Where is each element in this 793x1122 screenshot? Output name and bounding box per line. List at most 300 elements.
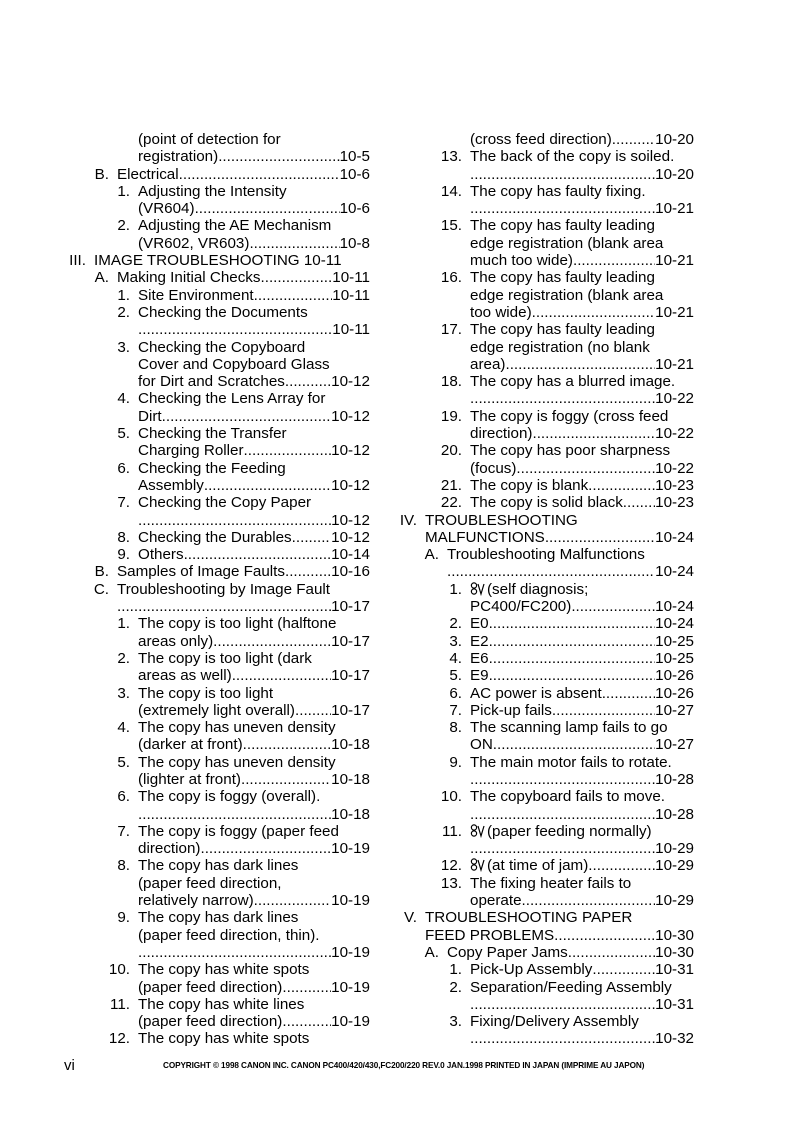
toc-entry (50, 217, 370, 252)
toc-entry-number: 15. (440, 217, 462, 235)
toc-entry (384, 857, 694, 874)
dot-leader (556, 702, 655, 719)
toc-entry-text: edge registration (blank area (470, 286, 664, 304)
toc-entry (384, 754, 694, 789)
dot-leader (249, 235, 339, 252)
toc-last-line (138, 529, 370, 546)
toc-entry-text: AC power is absent (470, 684, 602, 702)
toc-entry-text: Cover and Copyboard Glass (138, 355, 330, 373)
dot-leader (138, 512, 331, 529)
dot-leader (602, 685, 655, 702)
toc-dot-leader-line (470, 771, 694, 788)
dot-leader (258, 892, 331, 909)
toc-entry (384, 512, 694, 547)
dot-leader (295, 702, 331, 719)
toc-entry-number: A. (94, 269, 109, 287)
toc-entry (384, 667, 694, 684)
toc-entry-number: 6. (449, 684, 462, 702)
toc-entry-number: 6. (117, 459, 130, 477)
toc-entry-text: The copy is too light (halftone (138, 615, 337, 633)
toc-entry (384, 702, 694, 719)
toc-entry-text: (paper feed direction, thin). (138, 926, 320, 944)
toc-entry-text: The copy is too light (138, 684, 274, 702)
toc-entry-number: C. (93, 580, 109, 598)
toc-last-line (470, 598, 694, 615)
toc-last-line (425, 927, 694, 944)
toc-entry-text: (extremely light overall) (138, 701, 295, 719)
toc-page-ref: 10-22 (655, 390, 694, 408)
toc-page-ref: 10-20 (655, 165, 694, 183)
toc-entry-number: III. (69, 252, 86, 270)
toc-entry-text: Troubleshooting by Image Fault (117, 580, 331, 598)
toc-last-line (138, 736, 370, 753)
toc-entry-number: 2. (117, 649, 130, 667)
toc-entry-number: 19. (440, 407, 462, 425)
toc-dot-leader-line (138, 512, 370, 529)
dot-leader (545, 529, 655, 546)
toc-entry-text: Pick-up fails. (470, 701, 557, 719)
toc-entry (50, 788, 370, 823)
toc-last-line (138, 287, 370, 304)
toc-entry-text: Adjusting the Intensity (138, 182, 287, 200)
toc-dot-leader-line (138, 806, 370, 823)
toc-entry (50, 131, 370, 166)
dot-leader (138, 806, 331, 823)
toc-entry (50, 719, 370, 754)
toc-entry-number: 10. (440, 788, 462, 806)
dot-leader (497, 736, 655, 753)
toc-entry (384, 477, 694, 494)
dot-leader (516, 460, 655, 477)
toc-entry-number: 22. (440, 494, 462, 512)
toc-entry-text: Separation/Feeding Assembly (470, 978, 672, 996)
toc-dot-leader-line (470, 996, 694, 1013)
toc-entry-number: 4. (449, 649, 462, 667)
toc-entry-text: (cross feed direction). (470, 131, 617, 148)
toc-entry-text: (self diagnosis; (470, 581, 694, 598)
toc-page-ref: 10-5 (339, 148, 370, 166)
toc-last-line (470, 252, 694, 269)
toc-page-ref: 10-17 (331, 701, 370, 719)
toc-page-ref: 10-29 (655, 857, 694, 875)
toc-entry-text: much too wide). (470, 252, 578, 270)
dot-leader (282, 1013, 331, 1030)
toc-last-line (470, 304, 694, 321)
dot-leader (592, 477, 655, 494)
toc-entry-text: The copy has dark lines (138, 857, 299, 875)
dot-leader (447, 563, 655, 580)
toc-page-ref: 10-11 (332, 269, 370, 287)
toc-entry-text: areas as well) (138, 667, 232, 685)
toc-entry-text: Troubleshooting Malfunctions (447, 546, 645, 564)
dot-leader (292, 529, 331, 546)
toc-entry-number: B. (94, 165, 109, 183)
error-symbol-icon (470, 824, 485, 838)
toc-page-ref: 10-12 (331, 442, 370, 460)
toc-last-line (470, 736, 694, 753)
toc-last-line (117, 563, 370, 580)
error-symbol-icon (470, 582, 485, 596)
toc-entry-text: The copy has faulty leading (470, 269, 655, 287)
toc-entry (50, 823, 370, 858)
toc-entry-number: 2. (449, 615, 462, 633)
toc-page-ref: 10-29 (655, 892, 694, 910)
toc-entry (384, 321, 694, 373)
toc-entry-text: The copy has white lines (138, 995, 305, 1013)
toc-entry-text: IMAGE TROUBLESHOOTING (94, 252, 300, 270)
toc-entry-number: 1. (449, 580, 462, 598)
toc-entry-number: 7. (117, 494, 130, 512)
toc-dot-leader-line (470, 840, 694, 857)
toc-entry-text: The main motor fails to rotate. (470, 753, 672, 771)
toc-entry (384, 875, 694, 910)
toc-entry-number: 14. (440, 182, 462, 200)
toc-entry-number: 13. (440, 874, 462, 892)
toc-dot-leader-line (138, 321, 370, 338)
dot-leader (285, 563, 331, 580)
toc-page-ref: 10-30 (655, 943, 694, 961)
toc-last-line (470, 425, 694, 442)
dot-leader (245, 771, 331, 788)
dot-leader (571, 598, 655, 615)
toc-page-ref: 10-22 (655, 459, 694, 477)
toc-entry (50, 546, 370, 563)
toc-entry (50, 615, 370, 650)
dot-leader (232, 667, 331, 684)
toc-page-ref: 10-30 (655, 926, 694, 944)
toc-entry-text: (paper feeding normally) (470, 823, 694, 840)
dot-leader (282, 979, 331, 996)
toc-last-line (138, 148, 370, 165)
toc-page-ref: 10-20 (655, 131, 694, 148)
toc-last-line (470, 961, 694, 978)
toc-dot-leader-line (470, 200, 694, 217)
dot-leader (470, 200, 655, 217)
toc-page-ref: 10-27 (655, 736, 694, 754)
dot-leader (489, 650, 656, 667)
toc-page-ref: 10-19 (331, 1013, 370, 1031)
toc-entry-text: Electrical (117, 165, 179, 183)
toc-last-line (138, 840, 370, 857)
toc-entry (384, 823, 694, 858)
toc-entry-text: The copy has uneven density (138, 719, 336, 737)
dot-leader (184, 546, 332, 563)
toc-page-ref: 10-23 (655, 476, 694, 494)
dot-leader (218, 148, 339, 165)
toc-entry-text: MALFUNCTIONS (425, 528, 545, 546)
dot-leader (489, 667, 656, 684)
toc-entry (50, 390, 370, 425)
toc-entry-number: 5. (449, 667, 462, 685)
toc-entry-text: The copy has faulty leading (470, 217, 655, 235)
toc-entry-text: Copy Paper Jams (447, 943, 568, 961)
toc-last-line (138, 442, 370, 459)
toc-last-line (470, 667, 694, 684)
toc-last-line (138, 373, 370, 390)
toc-page-ref: 10-28 (655, 805, 694, 823)
toc-last-line (470, 633, 694, 650)
toc-last-line (470, 477, 694, 494)
dot-leader (195, 200, 340, 217)
toc-entry-text: Others (138, 546, 184, 564)
toc-entry-number: 7. (449, 701, 462, 719)
toc-entry-number: 12. (440, 857, 462, 875)
toc-last-line (425, 529, 694, 546)
toc-entry-text: (paper feed direction) (138, 978, 283, 996)
toc-page-ref: 10-28 (655, 770, 694, 788)
toc-page-ref: 10-19 (331, 978, 370, 996)
toc-entry (384, 217, 694, 269)
toc-entry-number: 6. (117, 788, 130, 806)
toc-right-column (384, 131, 694, 1048)
toc-dot-leader-line (138, 944, 370, 961)
toc-page-ref: 10-21 (655, 252, 694, 270)
toc-entry-number: 9. (449, 753, 462, 771)
toc-entry (50, 287, 370, 304)
copyright-footer: COPYRIGHT © 1998 CANON INC. CANON PC400/420/430,FC200/220 REV.0 JAN.1998 PRINTED IN JAPAN (IMPRIME AU JAPON) (163, 1061, 645, 1070)
toc-entry-text: direction) (470, 425, 533, 443)
dot-leader (592, 961, 655, 978)
page-number: vi (64, 1057, 75, 1074)
dot-leader (470, 996, 655, 1013)
toc-entry-number: 18. (440, 373, 462, 391)
toc-entry-number: 3. (449, 632, 462, 650)
toc-entry (50, 1030, 370, 1047)
dot-leader (568, 944, 655, 961)
toc-page-ref: 10-25 (655, 649, 694, 667)
toc-page-ref: 10-17 (331, 632, 370, 650)
toc-page-ref: 10-12 (331, 528, 370, 546)
toc-entry-text: E2 (470, 632, 489, 650)
toc-last-line (138, 892, 370, 909)
toc-entry-number: 1. (449, 961, 462, 979)
dot-leader (470, 166, 655, 183)
toc-entry-text: (paper feed direction, (138, 874, 282, 892)
toc-entry-text: The copy is solid black (470, 494, 623, 512)
toc-entry (50, 581, 370, 616)
toc-entry-text: edge registration (no blank (470, 338, 650, 356)
toc-entry-text: The fixing heater fails to (470, 874, 632, 892)
toc-entry-text: relatively narrow). (138, 892, 258, 910)
toc-dot-leader-line (470, 166, 694, 183)
dot-leader (577, 252, 655, 269)
dot-leader (536, 304, 655, 321)
toc-last-line (117, 166, 370, 183)
toc-last-line (470, 650, 694, 667)
toc-entry-number: 3. (117, 684, 130, 702)
dot-leader (470, 840, 655, 857)
toc-page-ref: 10-21 (655, 200, 694, 218)
toc-entry-number: 9. (117, 909, 130, 927)
toc-entry-text: Dirt (138, 407, 162, 425)
toc-entry-text: E0 (470, 615, 489, 633)
toc-entry-number: 11. (442, 822, 462, 840)
toc-entry-text: Samples of Image Faults (117, 563, 285, 581)
toc-entry (384, 494, 694, 511)
toc-entry-text: Checking the Documents (138, 303, 308, 321)
dot-leader (204, 477, 331, 494)
toc-last-line (138, 633, 370, 650)
toc-entry (384, 961, 694, 978)
toc-entry (384, 131, 694, 148)
toc-entry-text: TROUBLESHOOTING PAPER (425, 909, 633, 927)
toc-entry-text: Assembly (138, 476, 204, 494)
toc-entry (50, 494, 370, 529)
toc-entry (384, 944, 694, 961)
toc-page-ref: 10-31 (655, 995, 694, 1013)
dot-leader (489, 633, 656, 650)
toc-entry-number: 10. (108, 961, 130, 979)
toc-entry (50, 685, 370, 720)
toc-page-ref: 10-24 (655, 598, 694, 616)
toc-last-line (470, 892, 694, 909)
toc-page-ref: 10-17 (331, 598, 370, 616)
toc-last-line (470, 356, 694, 373)
toc-page-ref: 10-23 (655, 494, 694, 512)
toc-page-ref: 10-25 (655, 632, 694, 650)
toc-dot-leader-line (470, 390, 694, 407)
toc-entry (384, 979, 694, 1014)
toc-entry (50, 339, 370, 391)
dot-leader (205, 840, 331, 857)
toc-entry-number: 21. (440, 476, 462, 494)
error-symbol-icon (470, 858, 485, 872)
toc-entry-text: The back of the copy is soiled. (470, 148, 675, 166)
toc-entry-number: 2. (449, 978, 462, 996)
toc-entry (50, 304, 370, 339)
toc-entry-text: E9 (470, 667, 489, 685)
toc-entry-number: 17. (440, 321, 462, 339)
toc-entry-text: The copy has a blurred image. (470, 373, 676, 391)
dot-leader (179, 166, 340, 183)
toc-entry (384, 581, 694, 616)
dot-leader (510, 356, 655, 373)
toc-last-line (94, 252, 370, 269)
toc-page-ref: 10-21 (655, 355, 694, 373)
toc-page-ref: 10-8 (339, 234, 370, 252)
toc-entry (50, 650, 370, 685)
toc-page-ref: 10-26 (655, 684, 694, 702)
toc-entry (384, 788, 694, 823)
toc-page-ref: 10-12 (331, 476, 370, 494)
toc-page-ref: 10-12 (331, 407, 370, 425)
toc-last-line (138, 477, 370, 494)
toc-entry-text: The copy is foggy (paper feed (138, 822, 339, 840)
toc-page-ref: 10-18 (331, 736, 370, 754)
dot-leader (261, 269, 333, 286)
toc-entry-text: operate. (470, 892, 526, 910)
dot-leader (117, 598, 331, 615)
toc-entry-text: Making Initial Checks (117, 269, 261, 287)
toc-entry-text: Checking the Copy Paper (138, 494, 312, 512)
toc-entry-text: The copy has poor sharpness (470, 442, 671, 460)
toc-page-ref: 10-6 (339, 200, 370, 218)
toc-page-ref: 10-11 (303, 252, 342, 270)
toc-page-ref: 10-14 (331, 546, 370, 564)
toc-entry (384, 633, 694, 650)
toc-entry-text: The copy is foggy (cross feed (470, 407, 669, 425)
toc-entry (50, 425, 370, 460)
toc-entry-text: Site Environment (138, 286, 254, 304)
toc-entry (50, 996, 370, 1031)
toc-entry-number: A. (424, 546, 439, 564)
toc-entry (384, 442, 694, 477)
toc-last-line (470, 702, 694, 719)
toc-page-ref: 10-31 (655, 961, 694, 979)
toc-entry-text: (focus) (470, 459, 517, 477)
toc-entry-text: TROUBLESHOOTING (425, 511, 578, 529)
toc-entry-text: The copyboard fails to move. (470, 788, 666, 806)
toc-page-ref: 10-19 (331, 943, 370, 961)
toc-page-ref: 10-29 (655, 840, 694, 858)
toc-entry (50, 460, 370, 495)
toc-entry (384, 650, 694, 667)
toc-entry-text: too wide). (470, 303, 536, 321)
toc-entry (384, 546, 694, 581)
toc-last-line (138, 200, 370, 217)
toc-entry (384, 1013, 694, 1048)
toc-last-line (470, 131, 694, 148)
toc-entry-number: 16. (440, 269, 462, 287)
toc-entry-text: The copy has white spots (138, 1030, 310, 1048)
toc-last-line (470, 615, 694, 632)
dot-leader (217, 633, 331, 650)
toc-entry-number: 13. (440, 148, 462, 166)
toc-left-column (50, 131, 370, 1048)
toc-dot-leader-line (447, 563, 694, 580)
toc-last-line (470, 857, 694, 874)
toc-entry-text: (lighter at front). (138, 770, 246, 788)
toc-last-line (138, 667, 370, 684)
dot-leader (138, 321, 332, 338)
dot-leader (243, 736, 331, 753)
toc-page-ref: 10-18 (331, 770, 370, 788)
toc-entry-text: Charging Roller (138, 442, 244, 460)
toc-entry-number: 11. (110, 995, 130, 1013)
toc-entry-text: The copy has faulty fixing. (470, 182, 646, 200)
toc-page-ref: 10-19 (331, 892, 370, 910)
toc-entry (384, 269, 694, 321)
toc-entry (50, 269, 370, 286)
toc-entry-text: areas only). (138, 632, 218, 650)
toc-last-line (138, 771, 370, 788)
dot-leader (470, 390, 655, 407)
dot-leader (532, 425, 655, 442)
toc-entry-text: The copy is blank. (470, 476, 593, 494)
toc-entry-text: area). (470, 355, 510, 373)
toc-entry-text: Pick-Up Assembly (470, 961, 593, 979)
toc-entry-text: registration) (138, 148, 219, 166)
dot-leader (554, 927, 655, 944)
toc-page-ref: 10-12 (331, 511, 370, 529)
toc-entry-text: (darker at front) (138, 736, 243, 754)
toc-entry (50, 909, 370, 961)
toc-entry-text: E6 (470, 649, 489, 667)
toc-entry-number: 9. (117, 546, 130, 564)
toc-page-ref: 10-11 (332, 286, 370, 304)
toc-entry (50, 183, 370, 218)
toc-entry-number: 2. (117, 303, 130, 321)
toc-entry-number: 3. (449, 1013, 462, 1031)
toc-entry-text: (VR604) (138, 200, 195, 218)
toc-entry-number: 1. (117, 615, 130, 633)
toc-entry-text: edge registration (blank area (470, 234, 664, 252)
dot-leader (162, 408, 332, 425)
toc-last-line (470, 494, 694, 511)
toc-entry (50, 754, 370, 789)
toc-last-line (138, 546, 370, 563)
toc-entry-number: B. (94, 563, 109, 581)
